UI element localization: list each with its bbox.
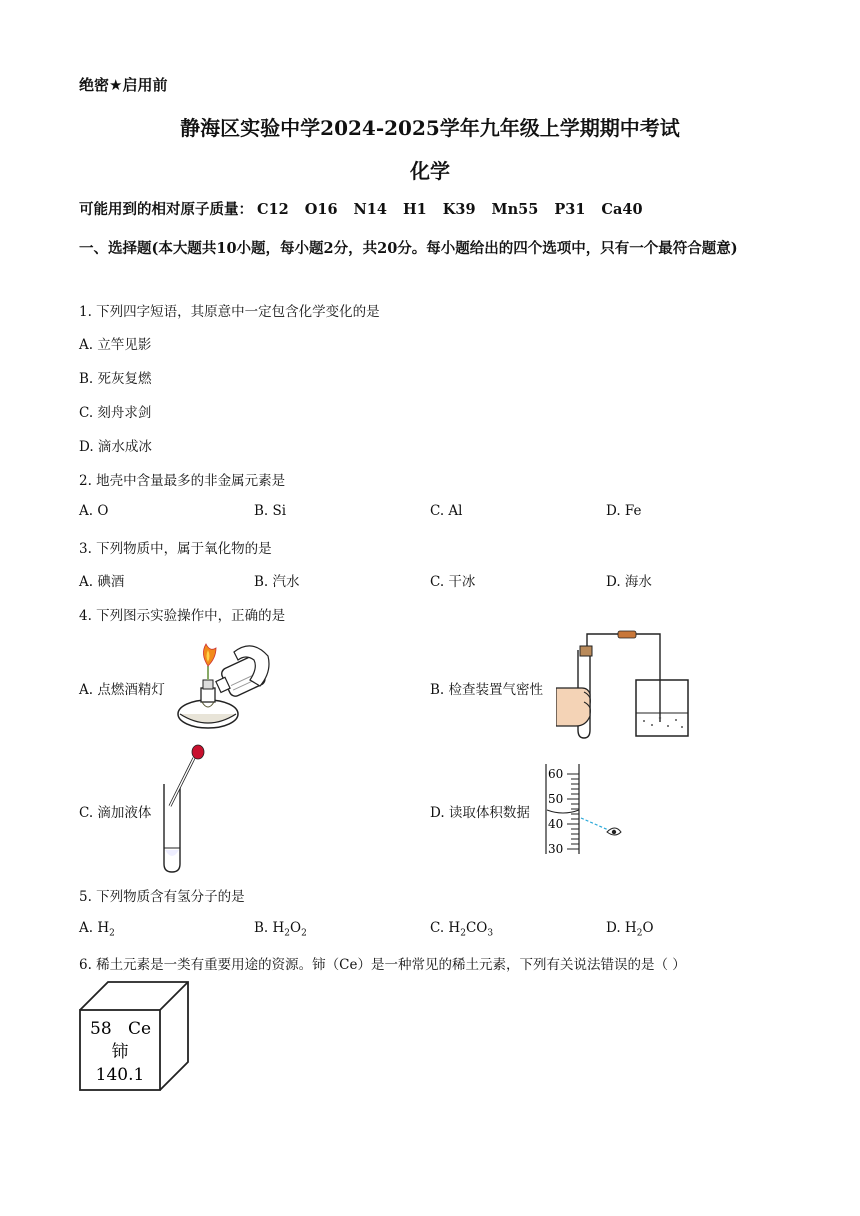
q5-option-c: C. $H_2CO_3$: [430, 920, 494, 939]
scale-label: 60: [548, 767, 564, 781]
q2-option-a: A. O: [79, 503, 109, 519]
q3-option-a: A. 碘酒: [79, 574, 125, 590]
mass-item: Ca40: [601, 201, 643, 218]
scale-label: 30: [548, 842, 564, 856]
mass-item: Mn55: [491, 201, 539, 218]
q3-option-c: C. 干冰: [430, 574, 476, 590]
q1-option-d: D. 滴水成冰: [79, 439, 152, 455]
q2-option-b: B. Si: [254, 503, 287, 519]
question-6-stem: 6. 稀土元素是一类有重要用途的资源。铈（Ce）是一种常见的稀土元素，下列有关说法错误的是（ ）: [79, 957, 686, 973]
exam-subject: 化学: [410, 159, 450, 183]
mass-item: O16: [304, 201, 338, 218]
scale-label: 50: [548, 792, 564, 806]
q4-option-d: D. 读取体积数据: [430, 805, 530, 821]
q2-option-d: D. Fe: [606, 503, 642, 519]
q4-option-b: B. 检查装置气密性: [430, 682, 544, 698]
mass-item: C12: [257, 201, 289, 218]
q5-option-a: A. $H_2$: [79, 920, 115, 939]
cylinder-figure: [541, 760, 631, 856]
q1-option-b: B. 死灰复燃: [79, 371, 152, 387]
mass-item: K39: [442, 201, 476, 218]
element-name: 铈: [111, 1042, 129, 1062]
q3-option-b: B. 汽水: [254, 574, 300, 590]
q4-option-a: A. 点燃酒精灯: [79, 682, 165, 698]
atomic-number: 58: [90, 1019, 112, 1039]
question-5-stem: 5. 下列物质含有氢分子的是: [79, 889, 245, 905]
q1-option-a: A. 立竿见影: [79, 337, 152, 353]
mass-item: H1: [402, 201, 427, 218]
exam-title: 静海区实验中学2024-2025学年九年级上学期期中考试: [180, 116, 680, 140]
mass-item: N14: [353, 201, 387, 218]
question-3-stem: 3. 下列物质中，属于氧化物的是: [79, 541, 272, 557]
element-symbol: Ce: [128, 1019, 152, 1039]
element-card: [78, 980, 192, 1092]
q2-option-c: C. Al: [430, 503, 463, 519]
airtightness-figure: [556, 630, 696, 742]
scale-label: 40: [548, 817, 564, 831]
mass-item: P31: [554, 201, 586, 218]
q4-option-c: C. 滴加液体: [79, 805, 152, 821]
section-heading: 一、选择题(本大题共10小题，每小题2分，共20分。每小题给出的四个选项中，只有一个最符合题意): [79, 240, 738, 257]
atomic-masses: [79, 198, 659, 219]
q1-option-c: C. 刻舟求剑: [79, 405, 152, 421]
secret-label: 绝密★启用前: [79, 76, 168, 94]
masses-label: 可能用到的相对原子质量：: [79, 201, 253, 218]
question-1-stem: 1. 下列四字短语，其原意中一定包含化学变化的是: [79, 304, 380, 320]
question-4-stem: 4. 下列图示实验操作中，正确的是: [79, 608, 286, 624]
q3-option-d: D. 海水: [606, 574, 652, 590]
alcohol-lamp-figure: [172, 636, 272, 732]
atomic-mass: 140.1: [95, 1065, 145, 1085]
q5-option-d: D. $H_2O$: [606, 920, 654, 939]
dropper-figure: [156, 744, 212, 874]
question-2-stem: 2. 地壳中含量最多的非金属元素是: [79, 473, 286, 489]
q5-option-b: B. $H_2O_2$: [254, 920, 307, 939]
